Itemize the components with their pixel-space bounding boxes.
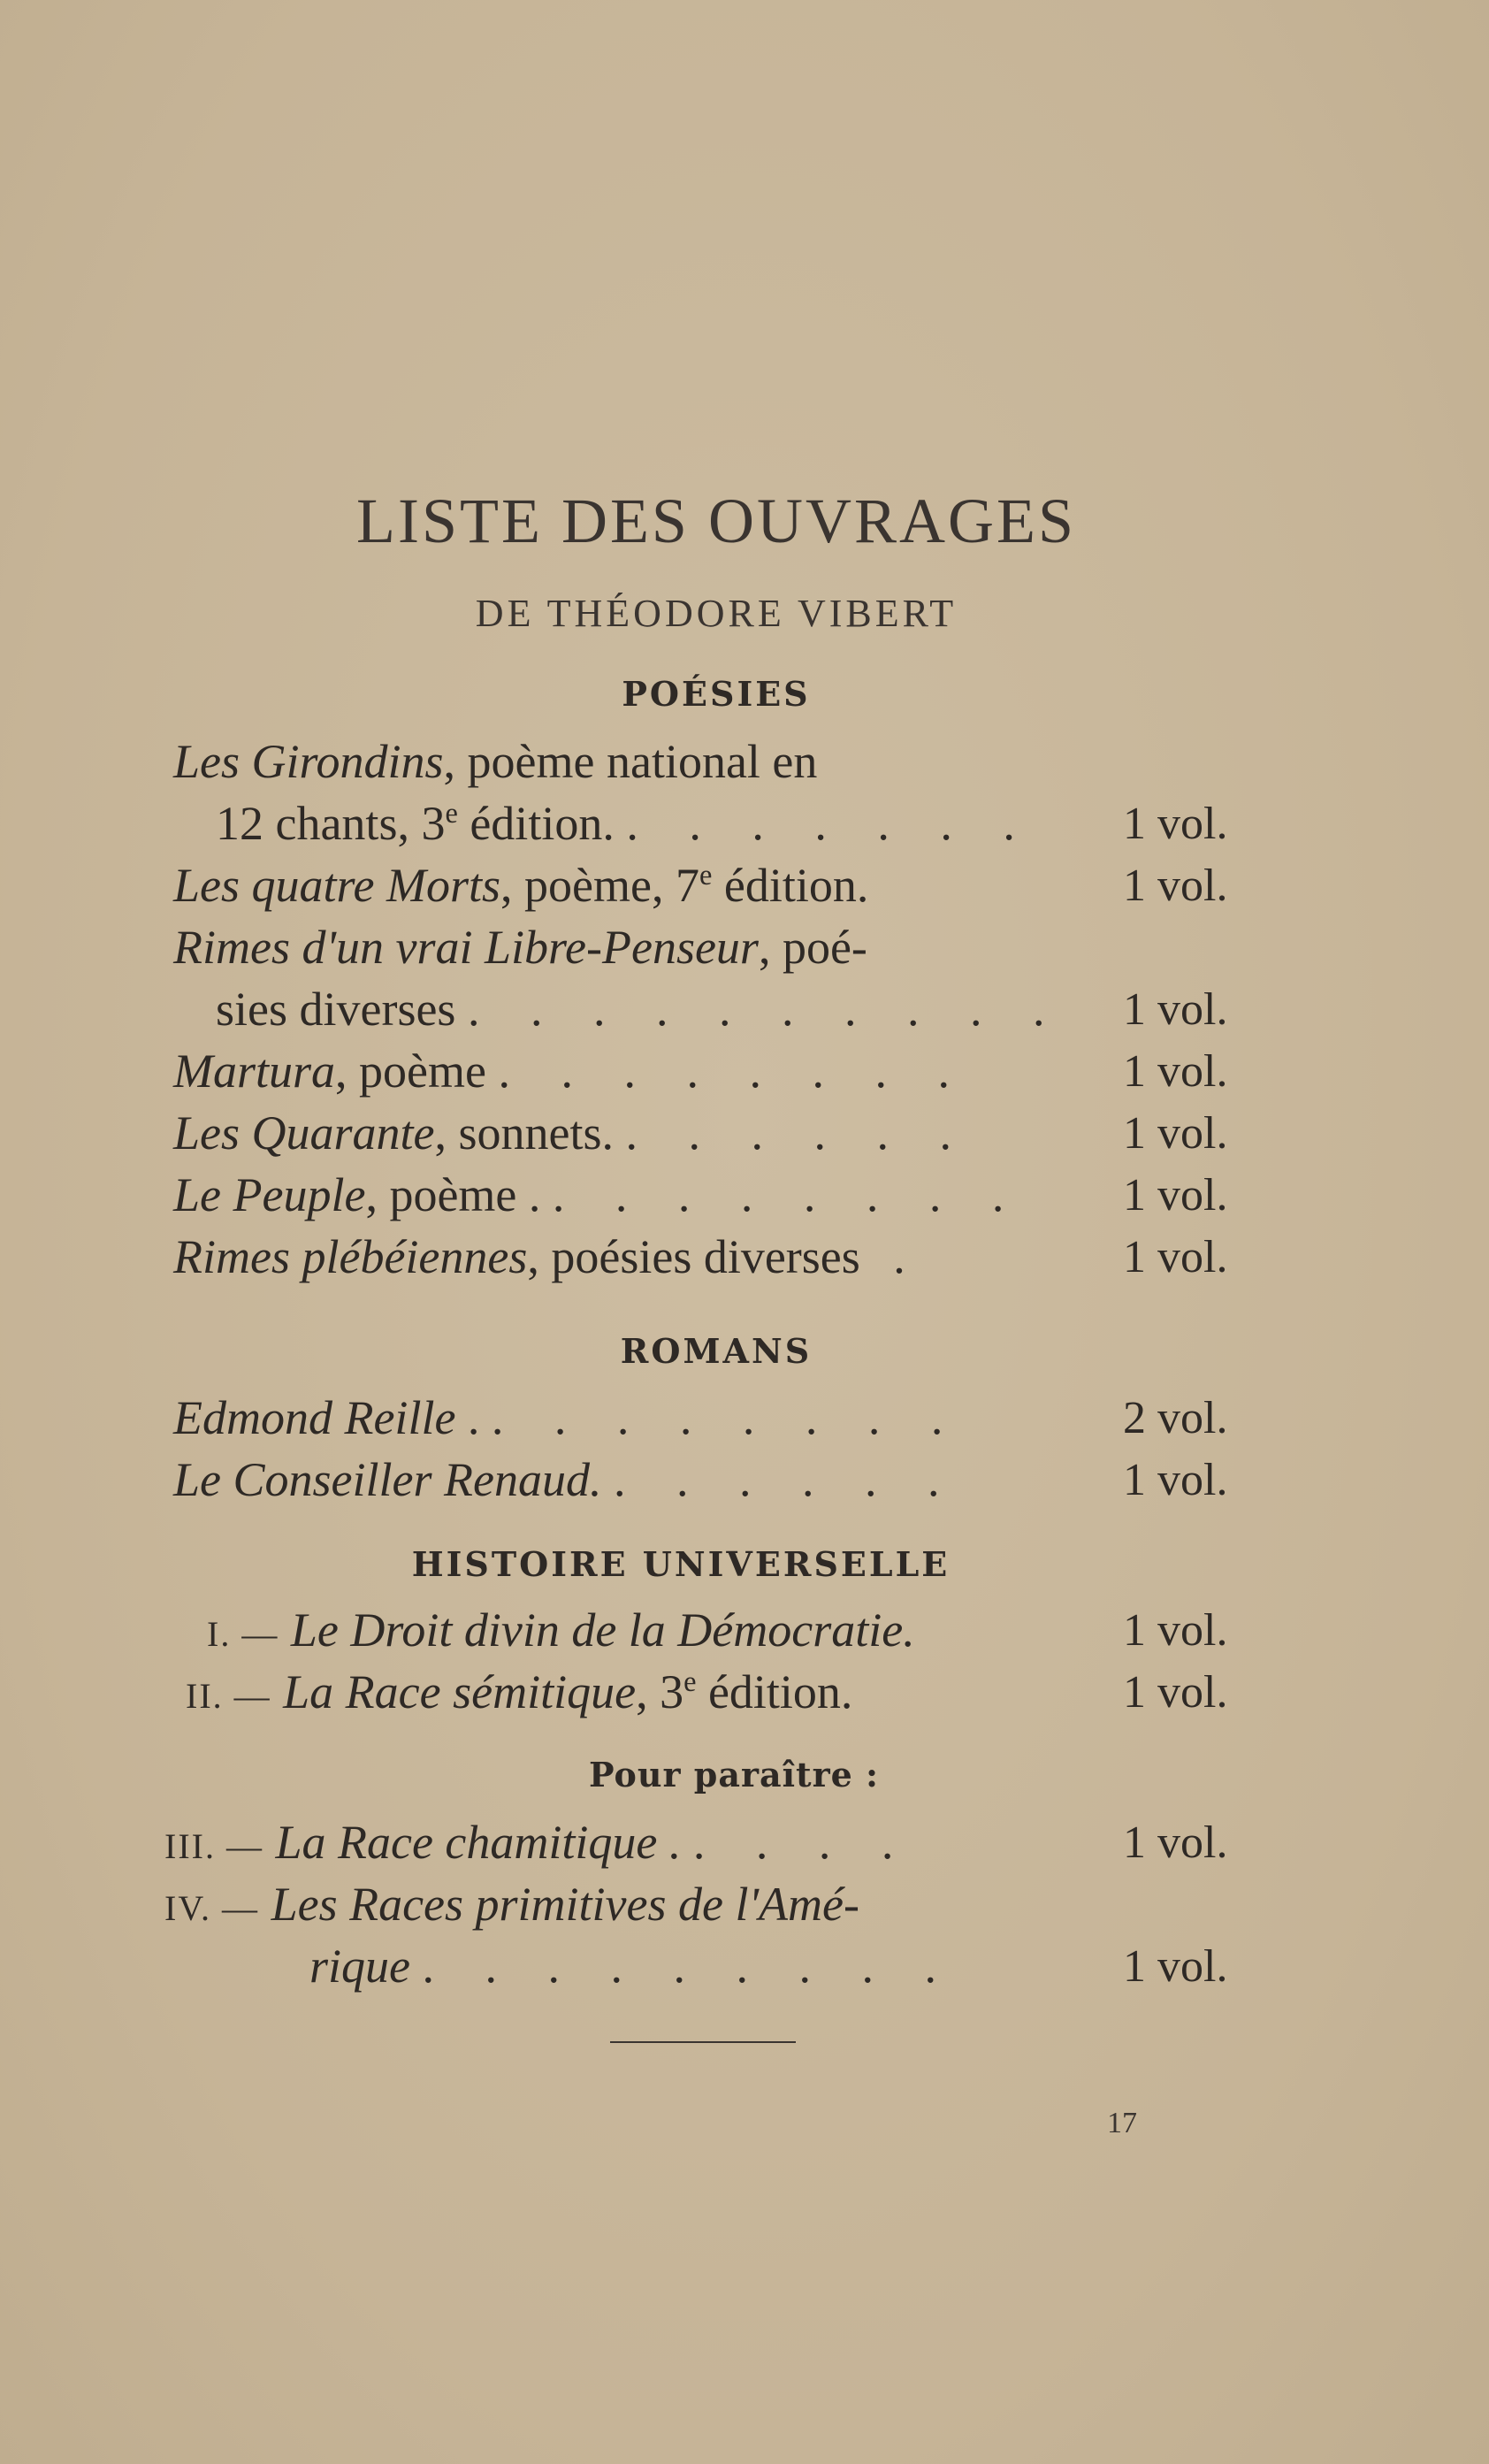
section-romans-heading: ROMANS — [620, 1331, 813, 1371]
volume-count: 1 vol. — [1123, 1817, 1228, 1868]
volume-count: 2 vol. — [1123, 1393, 1228, 1443]
volume-count: 1 vol. — [1123, 1667, 1228, 1718]
volume-count: 1 vol. — [1123, 984, 1228, 1035]
list-item: II. — La Race sémitique, 3e édition. — [186, 1665, 853, 1718]
list-item: Le Conseiller Renaud. . . . . . . — [173, 1453, 959, 1506]
volume-count: 1 vol. — [1123, 1605, 1228, 1656]
volume-count: 1 vol. — [1123, 1108, 1228, 1159]
page-title: LISTE DES OUVRAGES — [355, 486, 1076, 556]
list-item: Les quatre Morts, poème, 7e édition. — [173, 859, 869, 912]
volume-count: 1 vol. — [1123, 799, 1228, 849]
section-pour-paraitre-heading: Pour paraître : — [588, 1755, 880, 1794]
volume-count: 1 vol. — [1123, 861, 1228, 911]
author-subtitle: DE THÉODORE VIBERT — [475, 592, 958, 635]
list-item: Rimes d'un vrai Libre-Penseur, poé- — [173, 921, 867, 974]
list-item: Martura, poème . . . . . . . . — [173, 1045, 969, 1098]
volume-count: 1 vol. — [1123, 1455, 1228, 1505]
list-item: I. — Le Droit divin de la Démocratie. — [207, 1603, 915, 1657]
volume-count: 1 vol. — [1123, 1170, 1228, 1221]
section-poesies-heading: POÉSIES — [622, 674, 811, 714]
volume-count: 1 vol. — [1123, 1046, 1228, 1097]
page-number: 17 — [1107, 2107, 1137, 2139]
section-histoire-heading: HISTOIRE UNIVERSELLE — [411, 1544, 951, 1584]
list-item: Edmond Reille . . . . . . . . . — [173, 1391, 963, 1444]
list-item-continuation: rique . . . . . . . . . — [309, 1940, 956, 1993]
list-item: Rimes plébéiennes, poésies diverses . — [173, 1230, 925, 1283]
list-item: III. — La Race chamitique . . . . . — [164, 1816, 913, 1869]
list-item: Les Quarante, sonnets. . . . . . . — [173, 1106, 971, 1159]
list-item: Le Peuple, poème . . . . . . . . . — [173, 1168, 1024, 1221]
list-item-continuation: 12 chants, 3e édition. . . . . . . . — [216, 797, 1035, 850]
volume-count: 1 vol. — [1123, 1232, 1228, 1282]
list-item-continuation: sies diverses . . . . . . . . . . — [216, 983, 1065, 1036]
list-item: IV. — Les Races primitives de l'Amé- — [164, 1878, 859, 1931]
volume-count: 1 vol. — [1123, 1941, 1228, 1992]
list-item: Les Girondins, poème national en — [173, 735, 818, 788]
horizontal-rule — [610, 2041, 796, 2043]
